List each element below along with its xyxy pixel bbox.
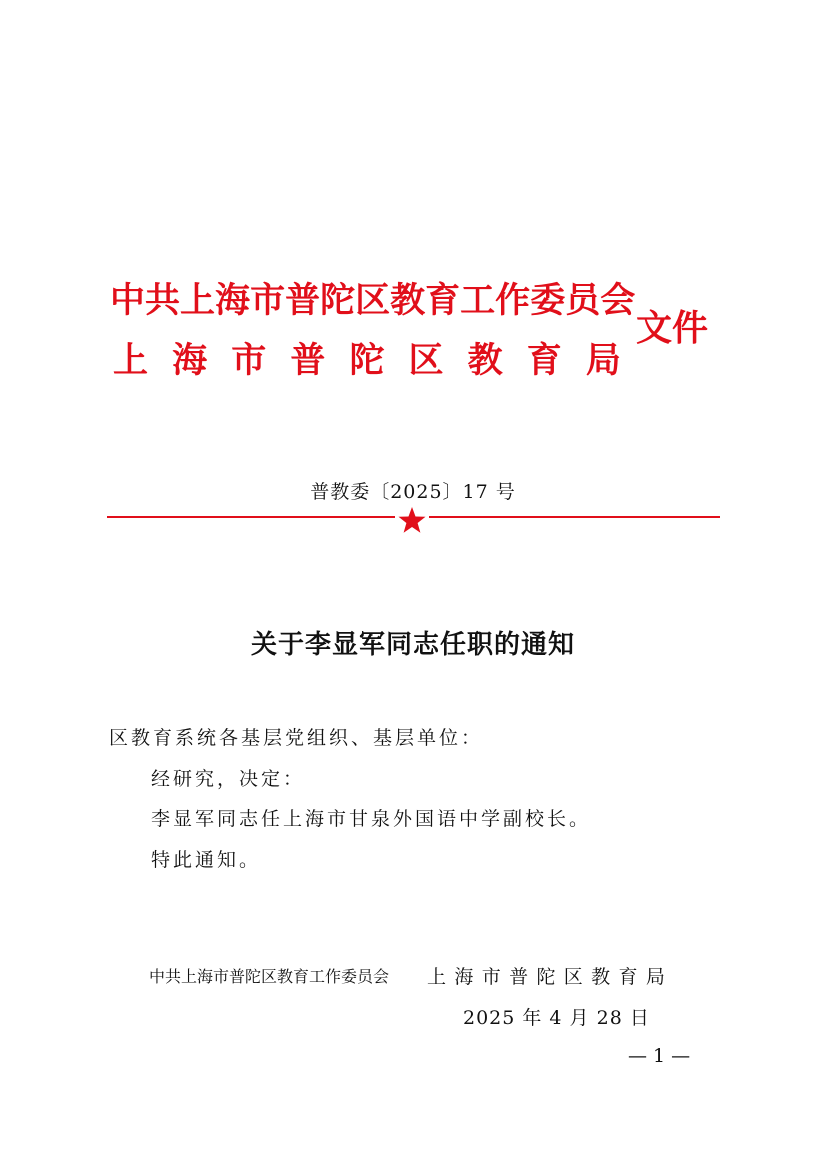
org-char: 委 xyxy=(530,280,566,321)
org-char: 市 xyxy=(250,280,286,321)
notice-title: 关于李显军同志任职的通知 xyxy=(250,630,575,660)
org-char: 上 xyxy=(180,280,216,321)
signature-char: 育 xyxy=(618,966,638,988)
signature-char: 局 xyxy=(645,966,665,988)
org-char: 陀 xyxy=(320,280,356,321)
org-char: 市 xyxy=(231,340,267,381)
org-char: 工 xyxy=(460,280,496,321)
org-char: 海 xyxy=(215,280,251,321)
org-char: 普 xyxy=(290,340,326,381)
issuing-org-line-2 xyxy=(113,328,621,388)
body-paragraph: 经研究，决定： xyxy=(151,768,306,790)
org-char: 作 xyxy=(495,280,531,321)
org-char: 海 xyxy=(172,340,208,381)
document-word: 文件 xyxy=(636,307,709,349)
org-char: 育 xyxy=(425,280,461,321)
signature-char: 区 xyxy=(563,966,583,988)
page-number: — 1 — xyxy=(628,1045,691,1067)
signature-date: 2025 年 4 月 28 日 xyxy=(463,1007,650,1029)
org-char: 会 xyxy=(600,280,636,321)
org-char: 共 xyxy=(145,280,181,321)
salutation: 区教育系统各基层党组织、基层单位： xyxy=(109,727,484,749)
signature-char: 教 xyxy=(591,966,611,988)
signature-org-party: 中共上海市普陀区教育工作委员会 xyxy=(149,967,390,986)
org-char: 员 xyxy=(565,280,601,321)
issuing-org-line-1 xyxy=(110,268,636,328)
org-char: 普 xyxy=(285,280,321,321)
body-paragraph: 李显军同志任上海市甘泉外国语中学副校长。 xyxy=(151,808,592,830)
signature-char: 海 xyxy=(454,966,474,988)
signature-char: 普 xyxy=(509,966,529,988)
divider-line-right xyxy=(429,516,720,518)
org-char: 区 xyxy=(355,280,391,321)
org-char: 区 xyxy=(408,340,444,381)
org-char: 教 xyxy=(467,340,503,381)
star-icon xyxy=(397,506,427,534)
org-char: 上 xyxy=(113,340,149,381)
body-paragraph: 特此通知。 xyxy=(151,849,262,871)
signature-char: 陀 xyxy=(536,966,556,988)
org-char: 育 xyxy=(526,340,562,381)
org-char: 局 xyxy=(585,340,621,381)
org-char: 教 xyxy=(390,280,426,321)
document-number: 普教委〔2025〕17 号 xyxy=(310,481,516,503)
org-char: 陀 xyxy=(349,340,385,381)
signature-org-bureau xyxy=(427,962,665,989)
divider-line-left xyxy=(107,516,395,518)
org-char: 中 xyxy=(110,280,146,321)
signature-char: 市 xyxy=(481,966,501,988)
signature-char: 上 xyxy=(427,966,447,988)
